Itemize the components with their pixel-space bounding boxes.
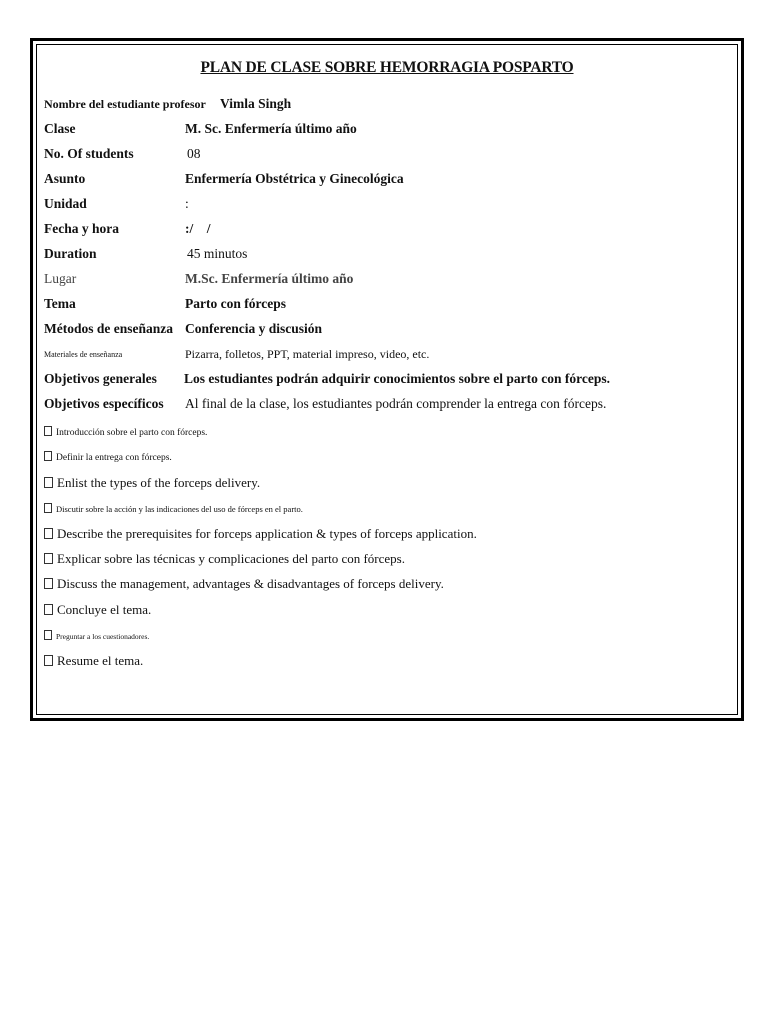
objective-item: Describe the prerequisites for forceps application & types of forceps application.: [44, 526, 477, 542]
checkbox-icon: [44, 503, 52, 513]
field-label: Asunto: [44, 171, 86, 186]
checkbox-icon: [44, 553, 53, 564]
field-label: Lugar: [44, 271, 77, 286]
field-value: Vimla Singh: [220, 96, 292, 111]
field-label: Duration: [44, 246, 97, 261]
field-value: Al final de la clase, los estudiantes podrán comprender la entrega con fórceps.: [185, 396, 607, 411]
field-value: M. Sc. Enfermería último año: [185, 121, 357, 136]
field-label: Tema: [44, 296, 76, 311]
objective-item: Introducción sobre el parto con fórceps.: [44, 426, 207, 438]
field-value: Conferencia y discusión: [185, 321, 323, 336]
objective-item: Resume el tema.: [44, 653, 143, 669]
field-label: No. Of students: [44, 146, 134, 161]
checkbox-icon: [44, 655, 53, 666]
field-value: 08: [187, 146, 201, 161]
field-value: 45 minutos: [187, 246, 248, 261]
checkbox-icon: [44, 477, 53, 488]
document-frame: [30, 38, 744, 721]
field-value: :: [185, 196, 189, 211]
field-value: Enfermería Obstétrica y Ginecológica: [185, 171, 404, 186]
field-value: M.Sc. Enfermería último año: [185, 271, 354, 286]
objective-item: Preguntar a los cuestionadores.: [44, 630, 149, 641]
field-label: Objetivos generales: [44, 371, 157, 386]
checkbox-icon: [44, 451, 52, 461]
field-label: Unidad: [44, 196, 87, 211]
objective-item: Discuss the management, advantages & disadvantages of forceps delivery.: [44, 576, 444, 592]
field-value: Pizarra, folletos, PPT, material impreso, video, etc.: [185, 346, 430, 361]
field-label: Objetivos específicos: [44, 396, 164, 411]
objective-item: Definir la entrega con fórceps.: [44, 451, 172, 463]
checkbox-icon: [44, 528, 53, 539]
field-value: :/ /: [185, 221, 211, 236]
field-label: Materiales de enseñanza: [44, 349, 123, 359]
document-title: PLAN DE CLASE SOBRE HEMORRAGIA POSPARTO: [200, 59, 574, 76]
checkbox-icon: [44, 578, 53, 589]
objective-item: Discutir sobre la acción y las indicaciones del uso de fórceps en el parto.: [44, 503, 303, 514]
field-value: Parto con fórceps: [185, 296, 286, 311]
checkbox-icon: [44, 630, 52, 640]
field-label: Clase: [44, 121, 76, 136]
field-value: Los estudiantes podrán adquirir conocimientos sobre el parto con fórceps.: [184, 371, 611, 386]
field-label: Nombre del estudiante profesor: [44, 96, 206, 111]
objective-item: Explicar sobre las técnicas y complicaciones del parto con fórceps.: [44, 551, 405, 567]
objective-item: Enlist the types of the forceps delivery.: [44, 475, 260, 491]
objective-item: Concluye el tema.: [44, 602, 151, 618]
field-label: Fecha y hora: [44, 221, 119, 236]
field-label: Métodos de enseñanza: [44, 321, 173, 336]
document-inner-border: [36, 44, 738, 715]
checkbox-icon: [44, 604, 53, 615]
checkbox-icon: [44, 426, 52, 436]
